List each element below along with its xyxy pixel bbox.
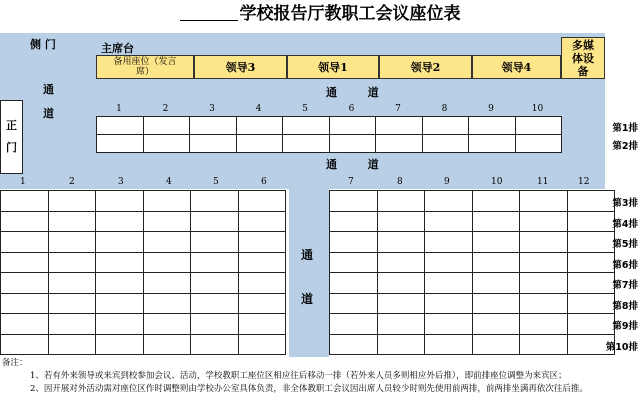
- seat-cell: [191, 314, 239, 335]
- podium-seat-1: [96, 55, 194, 79]
- podium-seat-3: [287, 55, 379, 79]
- podium-seat-label: 领导1: [318, 61, 348, 74]
- seat-cell: [520, 252, 568, 273]
- seat-cell: [377, 191, 425, 212]
- aisle-left-bottom: 道: [43, 107, 54, 120]
- seat-cell: [472, 273, 520, 294]
- seat-cell: [377, 293, 425, 314]
- seat-cell: [190, 135, 237, 153]
- main-row-label: 第9排: [612, 321, 638, 332]
- main-col-number: 4: [166, 177, 172, 187]
- main-row-label: 第3排: [612, 198, 638, 209]
- seat-cell: [472, 293, 520, 314]
- notes-line2: 2、因开展对外活动需对座位区作时调整则由学校办公室具体负责，非全体教职工会议因出席人员较少时则先使用前两排，前两排坐满再依次往后推。: [30, 384, 588, 394]
- seat-cell: [48, 211, 96, 232]
- front-row-label: 第2排: [612, 141, 638, 152]
- seat-cell: [96, 334, 144, 355]
- front-seat-row: [97, 135, 562, 153]
- seat-cell: [329, 135, 376, 153]
- seat-cell: [330, 252, 378, 273]
- seat-cell: [1, 191, 49, 212]
- seat-cell: [330, 232, 378, 253]
- front-col-number: 4: [255, 104, 262, 114]
- front-col-number: 9: [488, 104, 494, 114]
- seat-cell: [1, 252, 49, 273]
- notes-line1: 1、若有外来领导或来宾到校参加会议、活动，学校教职工座位区相应往后移动一排（若外来人员多则相应外后推），即前排座位调整为来宾区；: [30, 371, 567, 381]
- seat-cell: [472, 211, 520, 232]
- aisle-center-top: 通: [301, 248, 314, 262]
- seat-cell: [422, 117, 469, 135]
- seat-cell: [515, 117, 562, 135]
- seat-cell: [143, 273, 191, 294]
- seat-cell: [143, 135, 190, 153]
- podium-seat-5: [472, 55, 561, 79]
- seat-cell: [143, 232, 191, 253]
- seat-cell: [425, 314, 473, 335]
- seat-cell: [472, 314, 520, 335]
- seat-cell: [48, 293, 96, 314]
- main-seat-row: [1, 314, 286, 335]
- seat-cell: [472, 252, 520, 273]
- front-col-number: 2: [162, 104, 169, 114]
- main-col-number: 10: [491, 177, 503, 187]
- seat-cell: [376, 135, 423, 153]
- seat-cell: [1, 273, 49, 294]
- seat-cell: [425, 232, 473, 253]
- seat-cell: [48, 191, 96, 212]
- seat-cell: [143, 117, 190, 135]
- seat-cell: [97, 117, 144, 135]
- seat-cell: [143, 314, 191, 335]
- seat-cell: [191, 211, 239, 232]
- front-col-number: 1: [116, 104, 122, 114]
- podium-seat-4: [379, 55, 472, 79]
- front-col-number: 7: [395, 104, 401, 114]
- seat-cell: [191, 191, 239, 212]
- main-seat-row: [1, 334, 286, 355]
- front-door: [0, 100, 23, 174]
- seat-cell: [330, 293, 378, 314]
- main-seat-row: [330, 334, 615, 355]
- main-seat-row: [1, 273, 286, 294]
- main-seat-row: [1, 191, 286, 212]
- seat-cell: [143, 191, 191, 212]
- main-col-number: 11: [537, 177, 549, 187]
- seat-cell: [238, 293, 286, 314]
- seat-cell: [422, 135, 469, 153]
- seat-cell: [238, 211, 286, 232]
- seat-cell: [283, 117, 330, 135]
- main-row-label: 第10排: [605, 341, 638, 353]
- main-seat-row: [1, 293, 286, 314]
- right-seat-grid: [329, 190, 615, 355]
- main-col-number: 9: [444, 177, 450, 187]
- front-col-number: 6: [348, 104, 355, 114]
- seat-cell: [1, 314, 49, 335]
- seat-cell: [330, 191, 378, 212]
- front-door-label: 正门: [6, 119, 17, 154]
- seat-cell: [520, 232, 568, 253]
- seat-cell: [330, 334, 378, 355]
- title-text: 学校报告厅教职工会议座位表: [239, 4, 461, 24]
- seat-cell: [238, 232, 286, 253]
- seat-cell: [425, 293, 473, 314]
- seat-cell: [238, 273, 286, 294]
- seat-cell: [330, 273, 378, 294]
- seat-cell: [97, 135, 144, 153]
- seat-cell: [48, 314, 96, 335]
- seat-cell: [425, 334, 473, 355]
- seat-cell: [238, 191, 286, 212]
- podium-seat-2: [194, 55, 287, 79]
- main-seat-row: [1, 252, 286, 273]
- seat-cell: [330, 211, 378, 232]
- seat-cell: [520, 191, 568, 212]
- seat-cell: [377, 273, 425, 294]
- seat-cell: [376, 117, 423, 135]
- seat-cell: [520, 211, 568, 232]
- seat-cell: [96, 252, 144, 273]
- main-row-label: 第5排: [612, 239, 638, 250]
- main-col-number: 2: [69, 177, 75, 187]
- seat-cell: [469, 135, 516, 153]
- main-row-label: 第6排: [612, 259, 638, 271]
- seat-cell: [472, 334, 520, 355]
- podium-seat-label: 领导3: [225, 61, 256, 74]
- seat-cell: [515, 135, 562, 153]
- main-col-number: 1: [20, 177, 26, 187]
- seat-cell: [472, 191, 520, 212]
- main-col-number: 5: [213, 177, 219, 187]
- seat-cell: [520, 273, 568, 294]
- seat-cell: [283, 135, 330, 153]
- podium-seat-label: 备用座位（发言席）: [113, 57, 177, 77]
- main-seat-row: [330, 211, 615, 232]
- seat-cell: [1, 293, 49, 314]
- seat-cell: [191, 273, 239, 294]
- main-seat-row: [330, 232, 615, 253]
- seat-cell: [377, 334, 425, 355]
- title-blank: [180, 2, 238, 21]
- seat-cell: [191, 334, 239, 355]
- seat-cell: [236, 117, 283, 135]
- seat-cell: [520, 314, 568, 335]
- seat-cell: [191, 293, 239, 314]
- seat-cell: [377, 252, 425, 273]
- seat-cell: [48, 334, 96, 355]
- seat-cell: [425, 191, 473, 212]
- front-col-number: 8: [441, 104, 448, 114]
- page-title: [0, 0, 640, 30]
- main-row-label: 第4排: [612, 218, 638, 230]
- main-col-number: 8: [397, 177, 403, 187]
- seat-cell: [238, 252, 286, 273]
- seat-cell: [143, 334, 191, 355]
- seat-cell: [1, 334, 49, 355]
- seat-cell: [143, 211, 191, 232]
- seat-cell: [96, 314, 144, 335]
- main-seat-row: [330, 191, 615, 212]
- multimedia-box: [561, 37, 605, 79]
- seat-cell: [425, 211, 473, 232]
- seat-cell: [1, 211, 49, 232]
- seat-cell: [96, 191, 144, 212]
- seat-cell: [96, 211, 144, 232]
- seat-cell: [377, 314, 425, 335]
- seat-cell: [330, 314, 378, 335]
- front-col-number: 5: [302, 104, 308, 114]
- seat-cell: [96, 293, 144, 314]
- left-seat-grid: [0, 190, 286, 355]
- seat-cell: [191, 232, 239, 253]
- main-seat-row: [330, 252, 615, 273]
- seat-cell: [520, 334, 568, 355]
- main-seat-row: [1, 232, 286, 253]
- podium-label: 主席台: [101, 42, 134, 55]
- seat-cell: [377, 232, 425, 253]
- aisle-left-top: 通: [43, 83, 54, 96]
- seat-cell: [1, 232, 49, 253]
- seat-cell: [190, 117, 237, 135]
- seat-cell: [96, 273, 144, 294]
- seat-cell: [48, 252, 96, 273]
- front-seat-grid: [96, 116, 562, 153]
- main-seat-row: [330, 314, 615, 335]
- main-col-number: 12: [578, 177, 590, 187]
- seat-cell: [469, 117, 516, 135]
- main-seat-row: [330, 273, 615, 294]
- main-col-number: 3: [118, 177, 124, 187]
- seat-cell: [48, 232, 96, 253]
- main-row-label: 第8排: [612, 300, 638, 312]
- main-row-label: 第7排: [612, 280, 638, 291]
- front-row-label: 第1排: [612, 123, 638, 134]
- seat-cell: [425, 252, 473, 273]
- seat-cell: [48, 273, 96, 294]
- side-door-label: 侧 门: [30, 38, 56, 51]
- seat-cell: [191, 252, 239, 273]
- main-col-number: 6: [261, 177, 267, 187]
- notes-heading: 备注：: [2, 358, 28, 368]
- podium-seat-label: 领导2: [410, 61, 441, 74]
- seat-cell: [425, 273, 473, 294]
- front-seat-row: [97, 117, 562, 135]
- seat-cell: [472, 232, 520, 253]
- front-col-number: 10: [531, 104, 544, 114]
- seat-cell: [143, 252, 191, 273]
- aisle-top: 通 道: [326, 86, 379, 99]
- seat-cell: [238, 314, 286, 335]
- multimedia-label: 多媒体设备: [572, 38, 594, 78]
- aisle-strip: [289, 187, 329, 357]
- notes: [2, 357, 608, 396]
- seat-cell: [238, 334, 286, 355]
- main-seat-row: [330, 293, 615, 314]
- seat-cell: [96, 232, 144, 253]
- seat-cell: [143, 293, 191, 314]
- front-col-number: 3: [209, 104, 215, 114]
- main-col-number: 7: [348, 177, 354, 187]
- aisle-mid: 通 道: [326, 158, 379, 171]
- aisle-center-bottom: 道: [301, 292, 314, 306]
- seat-cell: [377, 211, 425, 232]
- podium-seat-label: 领导4: [501, 61, 532, 74]
- seat-cell: [329, 117, 376, 135]
- seat-cell: [520, 293, 568, 314]
- main-seat-row: [1, 211, 286, 232]
- seat-cell: [236, 135, 283, 153]
